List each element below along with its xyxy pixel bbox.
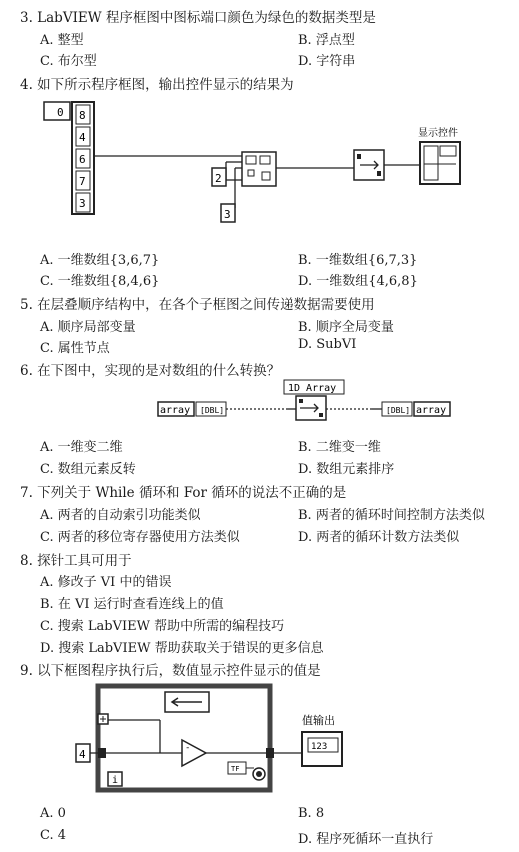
question-9-option-a: A. 0: [40, 806, 66, 821]
question-4-stem: 4. 如下所示程序框图，输出控件显示的结果为: [20, 77, 294, 93]
input-tunnel: [98, 748, 106, 758]
svg-text:TF: TF: [231, 765, 240, 773]
question-8-option-c: C. 搜索 LabVIEW 帮助中所需的编程技巧: [40, 619, 285, 634]
question-6-option-d: D. 数组元素排序: [298, 462, 395, 477]
question-4-block-diagram: [40, 96, 480, 236]
array-index-value: 0: [57, 106, 64, 119]
question-3-option-a: A. 整型: [40, 33, 84, 48]
question-8-option-d: D. 搜索 LabVIEW 帮助获取关于错误的更多信息: [40, 641, 324, 656]
question-7-stem: 7. 下列关于 While 循环和 For 循环的说法不正确的是: [20, 485, 347, 501]
question-8-stem: 8. 探针工具可用于: [20, 553, 132, 569]
question-4-option-d: D. 一维数组{4,6,8}: [298, 274, 418, 289]
constant-3-value: 3: [224, 208, 231, 221]
svg-text:-: -: [185, 743, 191, 753]
question-8-option-a: A. 修改子 VI 中的错误: [40, 575, 172, 590]
question-5-option-c: C. 属性节点: [40, 341, 110, 356]
question-6-option-b: B. 二维变一维: [298, 440, 381, 455]
question-7-option-a: A. 两者的自动索引功能类似: [40, 508, 201, 523]
question-4-option-a: A. 一维数组{3,6,7}: [40, 253, 160, 268]
array-indicator-label: array: [416, 405, 447, 416]
array-control-label: array: [160, 405, 191, 416]
svg-text:[DBL]: [DBL]: [200, 406, 225, 415]
question-5-option-d: D. SubVI: [298, 337, 357, 352]
svg-text:[DBL]: [DBL]: [386, 406, 411, 415]
question-5-option-b: B. 顺序全局变量: [298, 320, 394, 335]
question-9-option-d: D. 程序死循环一直执行: [298, 832, 434, 847]
array-element: 6: [79, 153, 86, 166]
numeric-indicator-value: 123: [311, 742, 328, 752]
array-subset-node-icon: [242, 152, 276, 186]
iteration-terminal-label: i: [112, 775, 119, 786]
question-5-stem: 5. 在层叠顺序结构中，在各个子框图之间传递数据需要使用: [20, 297, 375, 313]
question-4-option-c: C. 一维数组{8,4,6}: [40, 274, 160, 289]
output-tunnel: [266, 748, 274, 758]
question-3-stem: 3. LabVIEW 程序框图中图标端口颜色为绿色的数据类型是: [20, 10, 376, 26]
indicator-label: 显示控件: [418, 128, 458, 139]
input-constant-value: 4: [79, 748, 86, 761]
question-8-option-b: B. 在 VI 运行时查看连线上的值: [40, 597, 224, 612]
array-element: 7: [79, 175, 86, 188]
question-6-block-diagram: [150, 376, 460, 426]
question-3-option-c: C. 布尔型: [40, 54, 97, 69]
question-3-option-b: B. 浮点型: [298, 33, 355, 48]
question-3-option-d: D. 字符串: [298, 54, 356, 69]
question-7-option-d: D. 两者的循环计数方法类似: [298, 530, 460, 545]
question-4-option-b: B. 一维数组{6,7,3}: [298, 253, 418, 268]
question-9-option-c: C. 4: [40, 828, 67, 843]
array-element: 8: [79, 109, 86, 122]
constant-2-value: 2: [215, 172, 222, 185]
array-elements: [76, 105, 90, 212]
question-9-block-diagram: [70, 680, 390, 796]
question-7-option-b: B. 两者的循环时间控制方法类似: [298, 508, 485, 523]
question-6-stem: 6. 在下图中，实现的是对数组的什么转换？: [20, 363, 281, 379]
question-5-option-a: A. 顺序局部变量: [40, 320, 136, 335]
question-9-option-b: B. 8: [298, 806, 325, 821]
question-7-option-c: C. 两者的移位寄存器使用方法类似: [40, 530, 240, 545]
node-label: 1D Array: [288, 383, 337, 394]
array-element: 4: [79, 131, 86, 144]
value-indicator-label: 值输出: [302, 714, 335, 727]
question-6-option-a: A. 一维变二维: [40, 440, 123, 455]
question-6-option-c: C. 数组元素反转: [40, 462, 136, 477]
array-element: 3: [79, 197, 86, 210]
question-9-stem: 9. 以下框图程序执行后，数值显示控件显示的值是: [20, 663, 321, 679]
